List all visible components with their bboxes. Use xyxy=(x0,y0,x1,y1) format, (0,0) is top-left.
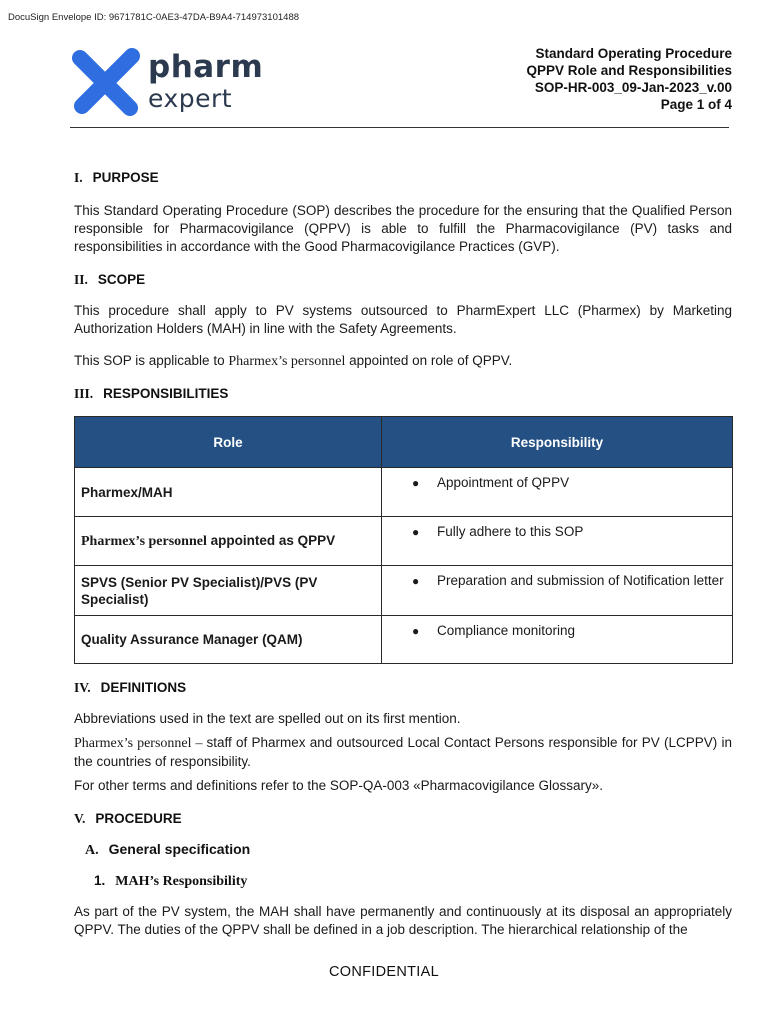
responsibility-cell xyxy=(382,468,733,517)
definitions-text-3: For other terms and definitions refer to the SOP-QA-003 «Pharmacovigilance Glossary». xyxy=(74,778,603,793)
document-header xyxy=(526,45,732,113)
bullet-icon: ● xyxy=(412,624,420,638)
procedure-text: As part of the PV system, the MAH shall have permanently and continuously at its disposal an appropriately QPPV. The duties of the QPPV shall be defined in a job description. The hierarchical relationship of the xyxy=(74,904,732,937)
logo-word-pharm: pharm xyxy=(148,49,264,85)
role-text-b: appointed as QPPV xyxy=(206,533,336,548)
bullet-icon: ● xyxy=(412,574,420,588)
section-title: PURPOSE xyxy=(92,170,159,185)
subsection-letter: A. xyxy=(85,843,99,858)
document-body xyxy=(74,170,732,939)
subsubsection-mah-heading xyxy=(94,873,732,890)
role-cell: Pharmex/MAH xyxy=(75,468,382,517)
responsibility-text: Fully adhere to this SOP xyxy=(437,524,584,539)
scope-text-2a: This SOP is applicable to xyxy=(74,353,229,368)
definitions-term-description: staff of Pharmex and outsourced Local Contact Persons responsible for PV (LCPPV) in the countries of responsibility. xyxy=(74,735,732,769)
table-header-row xyxy=(75,417,733,468)
responsibility-cell xyxy=(382,566,733,616)
scope-text-1: This procedure shall apply to PV systems outsourced to PharmExpert LLC (Pharmex) by Marketing Authorization Holders (MAH) in line with the Safety Agreements. xyxy=(74,303,732,336)
role-cell: Quality Assurance Manager (QAM) xyxy=(75,616,382,664)
subsubsection-title: MAH’s Responsibility xyxy=(115,874,248,889)
column-header-responsibility: Responsibility xyxy=(382,417,733,468)
column-header-role: Role xyxy=(75,417,382,468)
scope-text-2c: appointed on role of QPPV. xyxy=(345,353,513,368)
responsibilities-table xyxy=(74,416,733,664)
role-cell xyxy=(75,517,382,566)
section-responsibilities-heading xyxy=(74,386,732,402)
purpose-text: This Standard Operating Procedure (SOP) describes the procedure for the ensuring that the Qualified Person responsible for Pharmacovigilance (QPPV) is able to fulfill the Pharmacovigilance (PV) tasks and responsibilities in accordance with the Good Pharmacovigilance Practices (GVP). xyxy=(74,203,732,254)
table-row xyxy=(75,468,733,517)
header-doc-title: QPPV Role and Responsibilities xyxy=(526,63,732,78)
scope-text-2 xyxy=(74,352,732,371)
subsubsection-number: 1. xyxy=(94,873,106,888)
responsibility-text: Appointment of QPPV xyxy=(437,475,570,490)
definitions-text-2 xyxy=(74,734,732,771)
header-doc-type: Standard Operating Procedure xyxy=(535,46,732,61)
section-title: DEFINITIONS xyxy=(100,680,187,695)
table-row xyxy=(75,517,733,566)
responsibility-text: Preparation and submission of Notification letter xyxy=(437,573,724,588)
section-title: RESPONSIBILITIES xyxy=(103,386,229,401)
responsibility-cell xyxy=(382,616,733,664)
header-doc-code: SOP-HR-003_09-Jan-2023_v.00 xyxy=(534,80,732,95)
bullet-icon: ● xyxy=(412,525,420,539)
subsection-general-specification-heading xyxy=(85,841,732,859)
section-number: V. xyxy=(74,811,86,826)
table-row xyxy=(75,616,733,664)
responsibility-cell xyxy=(382,517,733,566)
section-number: III. xyxy=(74,386,94,401)
logo-word-expert: expert xyxy=(148,84,233,113)
section-definitions-heading xyxy=(74,680,732,696)
definitions-term: Pharmex’s personnel – xyxy=(74,736,207,751)
docusign-envelope-id: DocuSign Envelope ID: 9671781C-0AE3-47DA-B9A4-714973101488 xyxy=(8,12,300,23)
section-number: I. xyxy=(74,170,83,185)
table-row xyxy=(75,566,733,616)
logo-x-mark-icon xyxy=(70,48,142,118)
section-title: SCOPE xyxy=(97,272,146,287)
role-cell: SPVS (Senior PV Specialist)/PVS (PV Specialist) xyxy=(75,566,382,616)
confidential-footer: CONFIDENTIAL xyxy=(329,964,439,980)
section-number: IV. xyxy=(74,680,91,695)
header-page-number: Page 1 of 4 xyxy=(660,97,732,112)
section-scope-heading xyxy=(74,272,732,288)
definitions-text-1: Abbreviations used in the text are spelled out on its first mention. xyxy=(74,711,461,726)
section-title: PROCEDURE xyxy=(95,811,182,826)
bullet-icon: ● xyxy=(412,476,420,490)
section-procedure-heading xyxy=(74,811,732,827)
section-number: II. xyxy=(74,272,88,287)
pharmexpert-logo xyxy=(70,46,270,118)
section-purpose-heading xyxy=(74,170,732,186)
role-text-a: Pharmex’s personnel xyxy=(81,534,207,549)
responsibility-text: Compliance monitoring xyxy=(437,623,576,638)
header-divider xyxy=(70,127,729,128)
subsection-title: General specification xyxy=(108,841,251,857)
scope-text-2b: Pharmex’s personnel xyxy=(228,354,346,369)
